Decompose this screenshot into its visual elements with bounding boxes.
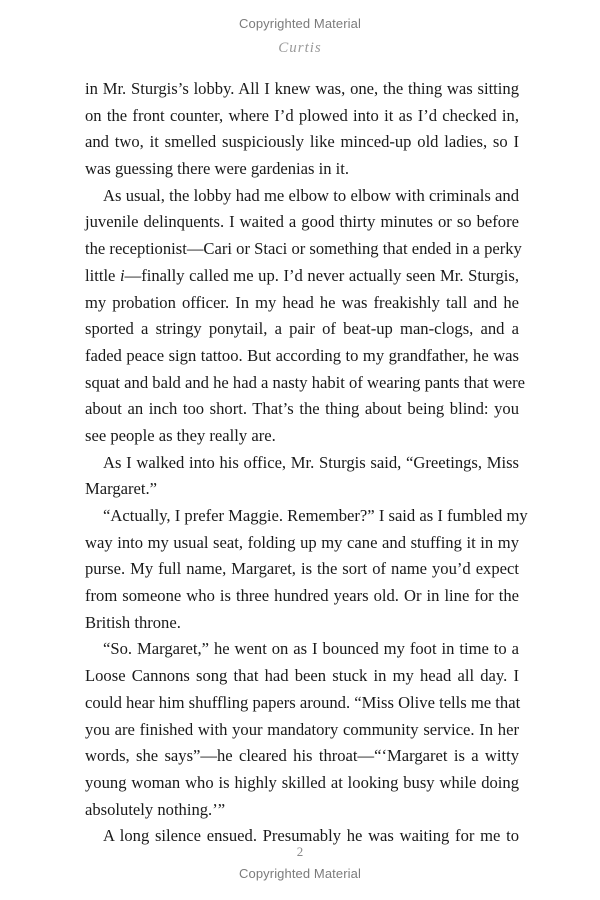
text-line: little i—finally called me up. I’d never actually seen Mr. Sturgis, [85, 265, 519, 285]
text-line: way into my usual seat, folding up my cane and stuffing it in my [85, 532, 519, 552]
text-line: “So. Margaret,” he went on as I bounced my foot in time to a [103, 639, 519, 659]
watermark-top: Copyrighted Material [239, 16, 361, 31]
text-line: and two, it smelled suspiciously like minced-up old ladies, so I [85, 132, 519, 152]
watermark-bottom: Copyrighted Material [239, 866, 361, 881]
text-line: on the front counter, where I’d plowed into it as I’d checked in, [85, 105, 519, 125]
text-line: As I walked into his office, Mr. Sturgis said, “Greetings, Miss [103, 452, 519, 472]
text-line: juvenile delinquents. I waited a good thirty minutes or so before [85, 212, 519, 232]
text-line: sported a stringy ponytail, a pair of beat-up man-clogs, and a [85, 319, 519, 339]
paragraph [85, 636, 519, 823]
text-line: words, she says”—he cleared his throat—“‘Margaret is a witty [85, 746, 519, 766]
text-line: in Mr. Sturgis’s lobby. All I knew was, one, the thing was sitting [85, 79, 519, 98]
text-line: my probation officer. In my head he was freakishly tall and he [85, 292, 519, 312]
text-line: see people as they really are. [85, 425, 276, 445]
paragraph [85, 76, 519, 183]
running-head: Curtis [278, 40, 322, 56]
paragraph [85, 450, 519, 503]
text-line: was guessing there were gardenias in it. [85, 159, 350, 179]
text-line: Margaret.” [85, 479, 158, 499]
text-line: young woman who is highly skilled at looking busy while doing [85, 772, 519, 792]
text-line: As usual, the lobby had me elbow to elbow with criminals and [103, 185, 519, 205]
text-line: “Actually, I prefer Maggie. Remember?” I said as I fumbled my [103, 506, 528, 525]
text-line: the receptionist—Cari or Staci or something that ended in a perky [85, 239, 522, 259]
text-line: from someone who is three hundred years old. Or in line for the [85, 586, 519, 606]
text-line: faded peace sign tattoo. But according to my grandfather, he was [85, 345, 519, 365]
text-line: British throne. [85, 612, 181, 632]
text-line: about an inch too short. That’s the thing about being blind: you [85, 399, 519, 419]
text-line: Loose Cannons song that had been stuck in my head all day. I [85, 666, 519, 686]
text-line: squat and bald and he had a nasty habit of wearing pants that were [85, 372, 526, 392]
text-line: you are finished with your mandatory community service. In her [85, 719, 519, 739]
text-line: purse. My full name, Margaret, is the sort of name you’d expect [85, 559, 519, 579]
page-number: 2 [296, 844, 304, 859]
text-line: A long silence ensued. Presumably he was waiting for me to [103, 826, 519, 846]
text-line: could hear him shuffling papers around. “Miss Olive tells me that [85, 692, 521, 712]
body-text [85, 76, 528, 850]
text-line: absolutely nothing.’” [85, 799, 226, 819]
paragraph [85, 503, 528, 636]
paragraph [85, 183, 526, 450]
